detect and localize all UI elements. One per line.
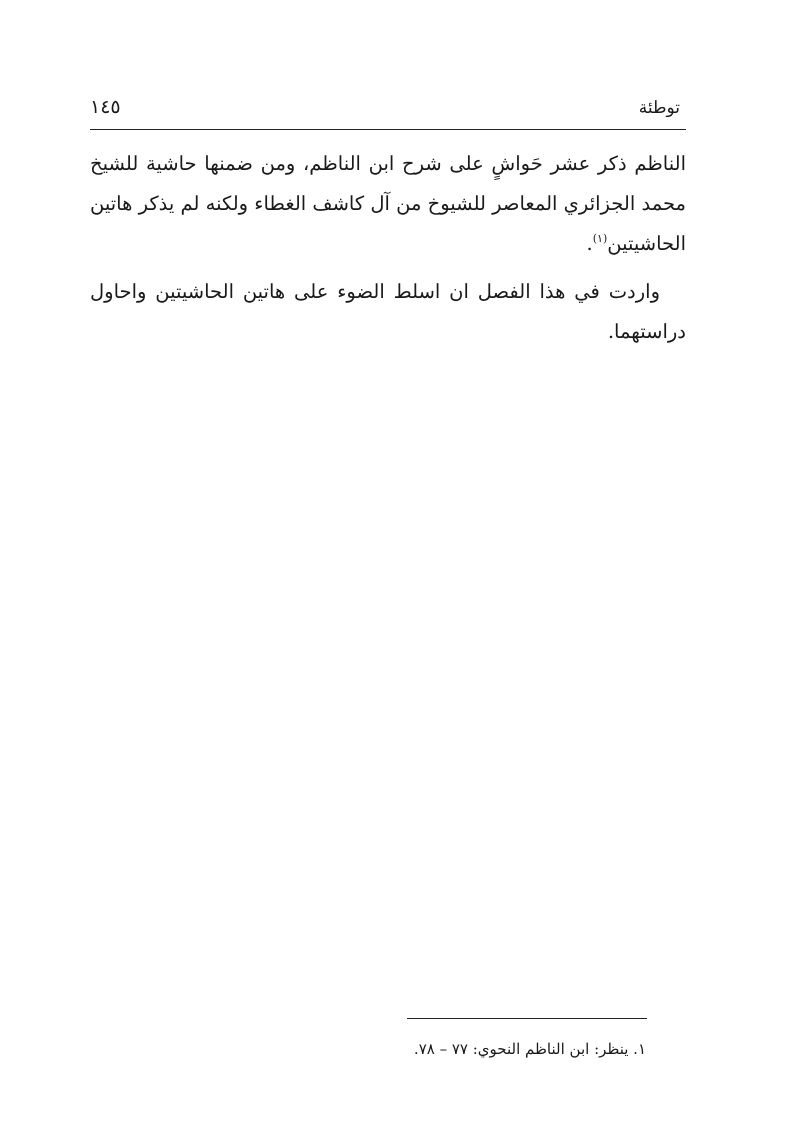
page-header [90, 96, 686, 128]
paragraph-1-line-3-end: . [586, 232, 593, 255]
paragraph-1-line-3-text: الحاشيتين [607, 232, 686, 255]
page-number: ١٤٥ [90, 96, 121, 118]
paragraph-2-line-1: واردت في هذا الفصل ان اسلط الضوء على هاتين الحاشيتين واحاول [90, 280, 660, 303]
paragraph-1-line-2: محمد الجزائري المعاصر للشيوخ من آل كاشف الغطاء ولكنه لم يذكر هاتين [90, 192, 686, 215]
footnote-1: ١. ينظر: ابن الناظم النحوي: ٧٧ – ٧٨. [413, 1040, 646, 1058]
paragraph-1-line-1: الناظم ذكر عشر حَواشٍ على شرح ابن الناظم، ومن ضمنها حاشية للشيخ [90, 152, 686, 175]
header-rule [90, 129, 686, 130]
body-text [90, 144, 686, 352]
footnote-rule [407, 1018, 647, 1019]
paragraph-2 [90, 272, 686, 352]
footnote-reference[interactable]: (١) [592, 232, 608, 245]
paragraph-1-line-3 [90, 224, 686, 264]
paragraph-2-line-2: دراستهما. [607, 320, 686, 343]
running-title: توطئة [638, 98, 680, 118]
paragraph-1 [90, 144, 686, 264]
